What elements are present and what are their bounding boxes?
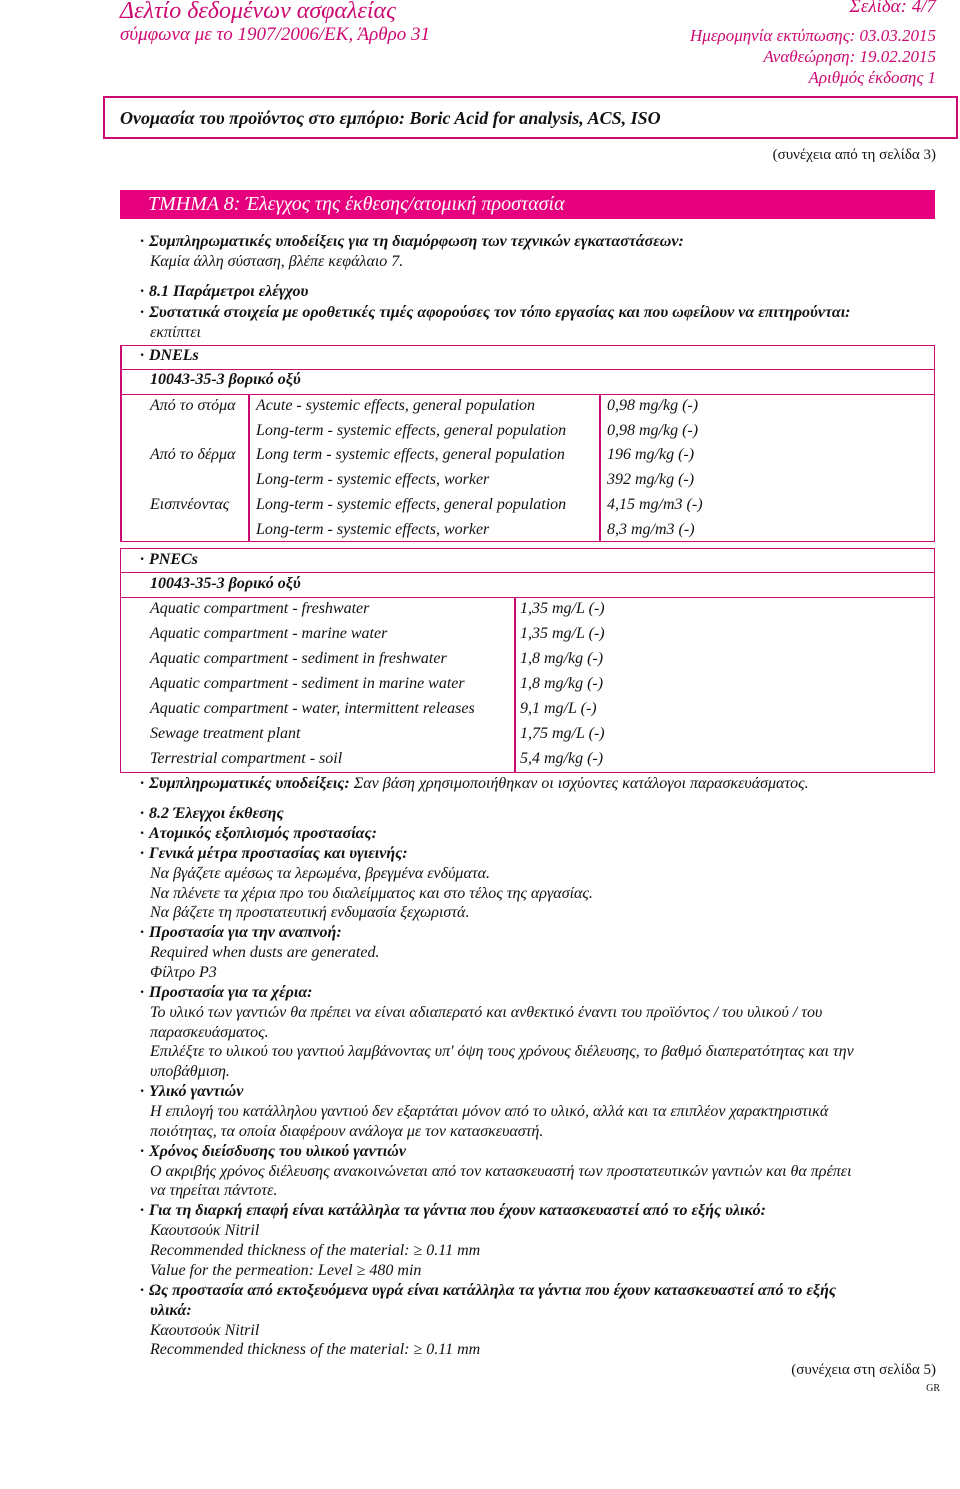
revision-date: Αναθεώρηση: 19.02.2015 [763,47,936,66]
hand-protection-line: παρασκευάσματος. [150,1024,269,1041]
dnel-type: Long term - systemic effects, general population [256,446,565,463]
ppe-label: · Ατομικός εξοπλισμός προστασίας: [149,825,377,843]
language-code: GR [926,1383,940,1394]
permanent-contact-line: Recommended thickness of the material: ≥ 0.11 mm [150,1242,481,1259]
respiratory-line: Φίλτρο P3 [150,964,217,981]
dnel-value: 8,3 mg/m3 (-) [607,521,695,538]
print-date: Ημερομηνία εκτύπωσης: 03.03.2015 [690,26,936,45]
penetration-label: · Χρόνος διείσδυσης του υλικού γαντιών [149,1143,406,1161]
version-number: Αριθμός έκδοσης 1 [808,68,936,87]
respiratory-label: · Προστασία για την αναπνοή: [149,924,342,942]
permanent-contact-line: Value for the permeation: Level ≥ 480 min [150,1262,422,1279]
splash-label: · Ως προστασία από εκτοξευόμενα υγρά είναι κατάλληλα τα γάντια που έχουν κατασκευαστεί από το εξής [149,1282,836,1300]
limits-label: · Συστατικά στοιχεία με οροθετικές τιμές αφορούσες τον τόπο εργασίας και που ωφείλουν να επιτηρούνται: [149,304,851,322]
dnels-col-divider-1 [248,394,250,542]
pnec-value: 1,75 mg/L (-) [520,725,605,742]
dnel-route: Από το δέρμα [150,446,236,463]
dnels-substance: 10043-35-3 βορικό οξύ [150,371,301,388]
dnel-value: 392 mg/kg (-) [607,471,695,488]
pnec-value: 9,1 mg/L (-) [520,700,597,717]
hand-protection-label: · Προστασία για τα χέρια: [149,984,313,1002]
control-params-heading: · 8.1 Παράμετροι ελέγχου [149,283,308,301]
glove-material-line: Η επιλογή του κατάλληλου γαντιού δεν εξαρτάται μόνον από το υλικό, αλλά και τα επιπλέον χαρακτηριστικά [150,1103,829,1120]
pnec-compartment: Aquatic compartment - water, intermittent releases [150,700,475,717]
pnecs-table-rule [120,597,935,599]
pnec-value: 1,35 mg/L (-) [520,625,605,642]
hand-protection-line: υποβάθμιση. [150,1063,230,1080]
pnecs-label: · PNECs [149,551,198,569]
hygiene-line: Να βάζετε τη προστατευτική ενδυμασία ξεχωριστά. [150,904,470,921]
pnec-compartment: Terrestrial compartment - soil [150,750,343,767]
document-subtitle: σύμφωνα με το 1907/2006/ΕΚ, Άρθρο 31 [120,24,430,45]
pnecs-header-rule [120,572,935,574]
pnec-compartment: Aquatic compartment - sediment in freshwater [150,650,447,667]
splash-label-cont: υλικά: [150,1302,192,1319]
pnec-value: 1,35 mg/L (-) [520,600,605,617]
hygiene-line: Να βγάζετε αμέσως τα λερωμένα, βρεγμένα ενδύματα. [150,865,490,882]
supplementary-text: Σαν βάση χρησιμοποιήθηκαν οι ισχύοντες κατάλογοι παρασκευάσματος. [353,775,809,792]
section-title: ΤΜΗΜΑ 8: Έλεγχος της έκθεσης/ατομική προστασία [148,193,565,215]
document-title: Δελτίο δεδομένων ασφαλείας [120,0,396,24]
pnec-value: 5,4 mg/kg (-) [520,750,604,767]
supplementary-label: Συμπληρωματικές υποδείξεις: [149,775,350,792]
splash-line: Καουτσούκ Nitril [150,1322,260,1339]
page-number: Σελίδα: 4/7 [849,0,936,17]
product-name: Ονομασία του προϊόντος στο εμπόριο: Boric Acid for analysis, ACS, ISO [120,108,661,128]
limits-value: εκπίπτει [150,324,201,341]
pnec-value: 1,8 mg/kg (-) [520,675,604,692]
glove-material-line: ποιότητας, τα οποία διαφέρουν ανάλογα με τον κατασκευαστή. [150,1123,544,1140]
hygiene-line: Να πλένετε τα χέρια προ του διαλείμματος και στο τέλος της αργασίας. [150,885,593,902]
dnels-left-border [120,345,122,542]
dnel-type: Acute - systemic effects, general population [256,397,536,414]
dnels-col-divider-2 [599,394,601,542]
continued-from: (συνέχεια από τη σελίδα 3) [772,147,936,163]
technical-label: · Συμπληρωματικές υποδείξεις για τη διαμόρφωση των τεχνικών εγκαταστάσεων: [149,233,684,251]
exposure-heading: · 8.2 Έλεγχοι έκθεσης [149,805,284,823]
dnels-header-rule [120,345,935,370]
pnec-compartment: Aquatic compartment - sediment in marine water [150,675,465,692]
dnel-type: Long-term - systemic effects, general population [256,422,567,439]
pnec-compartment: Sewage treatment plant [150,725,301,742]
permanent-contact-line: Καουτσούκ Nitril [150,1222,260,1239]
hand-protection-line: Επιλέξτε το υλικού του γαντιού λαμβάνοντας υπ' όψη τους χρόνους διέλευσης, το βαθμό διαπερατότητας και την [150,1043,854,1060]
pnec-compartment: Aquatic compartment - freshwater [150,600,370,617]
pnecs-col-divider [514,597,516,773]
technical-text: Καμία άλλη σύσταση, βλέπε κεφάλαιο 7. [150,253,404,270]
supplementary-line [149,775,809,793]
dnel-type: Long-term - systemic effects, worker [256,521,490,538]
glove-material-label: · Υλικό γαντιών [149,1083,243,1101]
penetration-line: να τηρείται πάντοτε. [150,1182,278,1199]
dnel-value: 0,98 mg/kg (-) [607,397,699,414]
respiratory-line: Required when dusts are generated. [150,944,380,961]
dnel-value: 4,15 mg/m3 (-) [607,496,703,513]
dnel-route: Από το στόμα [150,397,236,414]
pnec-compartment: Aquatic compartment - marine water [150,625,388,642]
hand-protection-line: Το υλικό των γαντιών θα πρέπει να είναι αδιαπερατό και ανθεκτικό έναντι του προϊόντος / του υλικού / του [150,1004,823,1021]
dnel-value: 196 mg/kg (-) [607,446,695,463]
dnel-value: 0,98 mg/kg (-) [607,422,699,439]
dnel-type: Long-term - systemic effects, worker [256,471,490,488]
splash-line: Recommended thickness of the material: ≥ 0.11 mm [150,1341,481,1358]
continued-to: (συνέχεια στη σελίδα 5) [791,1362,936,1378]
permanent-contact-label: · Για τη διαρκή επαφή είναι κατάλληλα τα γάντια που έχουν κατασκευαστεί από το εξής υλικό: [149,1202,766,1220]
dnels-table-rule [120,394,935,396]
pnecs-substance: 10043-35-3 βορικό οξύ [150,575,301,592]
dnel-route: Εισπνέοντας [150,496,230,513]
penetration-line: Ο ακριβής χρόνος διέλευσης ανακοινώνεται από τον κατασκευαστή των προστατευτικών γαντιών και θα πρέπει [150,1163,852,1180]
hygiene-label: · Γενικά μέτρα προστασίας και υγιεινής: [149,845,408,863]
dnel-type: Long-term - systemic effects, general population [256,496,567,513]
dnels-label: · DNELs [149,347,199,365]
pnec-value: 1,8 mg/kg (-) [520,650,604,667]
